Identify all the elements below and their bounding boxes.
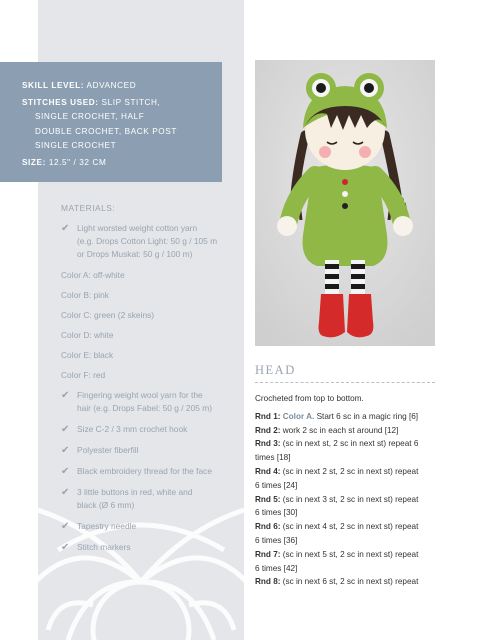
item-text: hair (e.g. Drops Fabel: 50 g / 205 m)	[77, 403, 212, 413]
item-text: (e.g. Drops Cotton Light: 50 g / 105 m	[77, 236, 218, 246]
item-text: Tapestry needle	[77, 521, 137, 531]
skill-level	[22, 79, 212, 94]
round-text: (sc in next st, 2 sc in next st) repeat 6	[282, 439, 419, 449]
check-icon: ✔	[61, 390, 70, 401]
check-icon: ✔	[61, 521, 70, 532]
list-item	[61, 486, 237, 512]
round-label: Rnd 8:	[255, 577, 281, 587]
item-text: or Drops Muskat: 50 g / 100 m)	[77, 249, 193, 259]
round-3	[255, 437, 433, 451]
color-c: Color C: green (2 skeins)	[61, 310, 155, 320]
stitches-line: SINGLE CROCHET, HALF	[35, 112, 145, 121]
color-f: Color F: red	[61, 370, 106, 380]
color-ref: Color A.	[282, 411, 315, 421]
stitches-line: SINGLE CROCHET	[35, 141, 117, 150]
check-icon: ✔	[61, 223, 70, 234]
section-divider	[255, 382, 435, 383]
round-5-cont: 6 times [30]	[255, 508, 298, 518]
list-item	[61, 423, 237, 436]
list-item	[61, 465, 237, 478]
list-item	[61, 444, 237, 457]
stitches-line: DOUBLE CROCHET, BACK POST	[35, 126, 177, 136]
round-text: (sc in next 2 st, 2 sc in next st) repeat	[282, 466, 419, 476]
list-item	[61, 541, 237, 554]
stitches-used	[22, 96, 212, 111]
pattern-info-box	[0, 62, 222, 182]
round-5	[255, 493, 433, 507]
doll-photo	[255, 60, 435, 346]
section-title-head: HEAD	[255, 363, 296, 377]
materials-title: MATERIALS:	[61, 203, 116, 213]
round-text: (sc in next 6 st, 2 sc in next st) repeat	[282, 577, 419, 587]
check-icon: ✔	[61, 466, 70, 477]
round-3-cont: times [18]	[255, 453, 291, 463]
list-item	[61, 520, 237, 533]
round-7-cont: 6 times [42]	[255, 563, 298, 573]
round-1	[255, 410, 433, 424]
round-4	[255, 465, 433, 479]
stitches-line: SLIP STITCH,	[101, 97, 161, 107]
round-6	[255, 520, 433, 534]
round-6-cont: 6 times [36]	[255, 535, 298, 545]
round-label: Rnd 7:	[255, 549, 281, 559]
item-text: 3 little buttons in red, white and	[77, 487, 193, 497]
skill-level-value: ADVANCED	[86, 81, 137, 90]
list-item	[61, 389, 237, 415]
round-text: work 2 sc in each st around [12]	[282, 425, 399, 435]
item-text: Stitch markers	[77, 542, 131, 552]
item-text: Light worsted weight cotton yarn	[77, 223, 198, 233]
head-instructions	[255, 392, 433, 589]
round-label: Rnd 3:	[255, 439, 281, 449]
check-icon: ✔	[61, 424, 70, 435]
round-text: (sc in next 3 st, 2 sc in next st) repeat	[282, 494, 419, 504]
size-info	[22, 156, 212, 171]
check-icon: ✔	[61, 542, 70, 553]
round-label: Rnd 5:	[255, 494, 281, 504]
round-text: Start 6 sc in a magic ring [6]	[316, 411, 419, 421]
round-7	[255, 548, 433, 562]
materials-list	[61, 203, 237, 562]
item-text: black (Ø 6 mm)	[77, 500, 135, 510]
round-8	[255, 575, 433, 589]
intro-text: Crocheted from top to bottom.	[255, 394, 364, 403]
color-b: Color B: pink	[61, 290, 109, 300]
item-text: Fingering weight wool yarn for the	[77, 390, 203, 400]
round-text: (sc in next 4 st, 2 sc in next st) repeat	[282, 522, 419, 532]
round-text: (sc in next 5 st, 2 sc in next st) repeat	[282, 549, 419, 559]
list-item	[61, 222, 237, 261]
round-label: Rnd 6:	[255, 522, 281, 532]
round-label: Rnd 4:	[255, 466, 281, 476]
check-icon: ✔	[61, 487, 70, 498]
item-text: Polyester fiberfill	[77, 445, 139, 455]
skill-level-label: SKILL LEVEL:	[22, 81, 85, 90]
color-a: Color A: off-white	[61, 270, 125, 280]
item-text: Size C-2 / 3 mm crochet hook	[77, 424, 188, 434]
round-label: Rnd 1:	[255, 411, 281, 421]
round-2	[255, 424, 433, 438]
round-4-cont: 6 times [24]	[255, 480, 298, 490]
color-e: Color E: black	[61, 350, 114, 360]
color-d: Color D: white	[61, 330, 114, 340]
stitches-label: STITCHES USED:	[22, 97, 99, 107]
size-value: 12.5" / 32 CM	[48, 157, 107, 167]
item-text: Black embroidery thread for the face	[77, 466, 212, 476]
round-label: Rnd 2:	[255, 425, 281, 435]
size-label: SIZE:	[22, 157, 46, 167]
frog-doll-illustration	[255, 60, 435, 346]
check-icon: ✔	[61, 445, 70, 456]
